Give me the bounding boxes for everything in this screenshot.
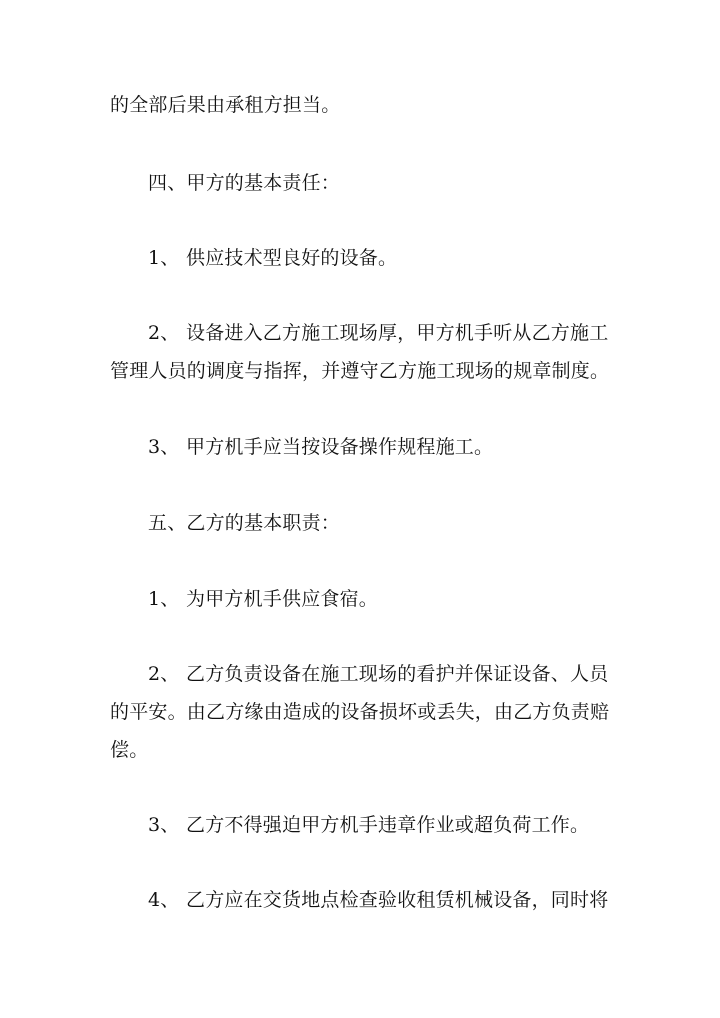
item-number: 1、 bbox=[148, 247, 180, 269]
list-item-b2-line1 bbox=[148, 662, 648, 686]
list-item-a2-line1 bbox=[148, 321, 648, 345]
list-item-a3 bbox=[148, 435, 648, 459]
list-item-a1 bbox=[148, 246, 648, 270]
item-number: 3、 bbox=[148, 436, 180, 458]
item-text: 乙方应在交货地点检查验收租赁机械设备，同时将 bbox=[186, 889, 609, 911]
text-line: 的全部后果由承租方担当。 bbox=[110, 94, 341, 116]
item-text: 供应技术型良好的设备。 bbox=[186, 247, 398, 269]
list-item-a2-line2 bbox=[110, 359, 610, 383]
item-text: 偿。 bbox=[110, 739, 149, 761]
item-text: 乙方负责设备在施工现场的看护并保证设备、人员 bbox=[186, 663, 609, 685]
heading-text: 四、甲方的基本责任： bbox=[148, 172, 341, 194]
item-text: 设备进入乙方施工现场厚，甲方机手听从乙方施工 bbox=[186, 322, 609, 344]
item-number: 3、 bbox=[148, 814, 180, 836]
list-item-b2-line3 bbox=[110, 738, 610, 762]
item-text: 乙方不得强迫甲方机手违章作业或超负荷工作。 bbox=[186, 814, 590, 836]
list-item-b1 bbox=[148, 587, 648, 611]
item-number: 2、 bbox=[148, 322, 180, 344]
item-text: 为甲方机手供应食宿。 bbox=[186, 588, 379, 610]
paragraph-continuation bbox=[110, 93, 610, 117]
item-text: 管理人员的调度与指挥，并遵守乙方施工现场的规章制度。 bbox=[110, 360, 610, 382]
item-text: 甲方机手应当按设备操作规程施工。 bbox=[186, 436, 494, 458]
item-text: 的平安。由乙方缘由造成的设备损坏或丢失，由乙方负责赔 bbox=[110, 701, 610, 723]
section-heading-five bbox=[148, 511, 648, 535]
item-number: 1、 bbox=[148, 588, 180, 610]
list-item-b3 bbox=[148, 813, 648, 837]
section-heading-four bbox=[148, 171, 648, 195]
list-item-b2-line2 bbox=[110, 700, 610, 724]
item-number: 2、 bbox=[148, 663, 180, 685]
item-number: 4、 bbox=[148, 889, 180, 911]
heading-text: 五、乙方的基本职责： bbox=[148, 512, 341, 534]
list-item-b4 bbox=[148, 888, 648, 912]
